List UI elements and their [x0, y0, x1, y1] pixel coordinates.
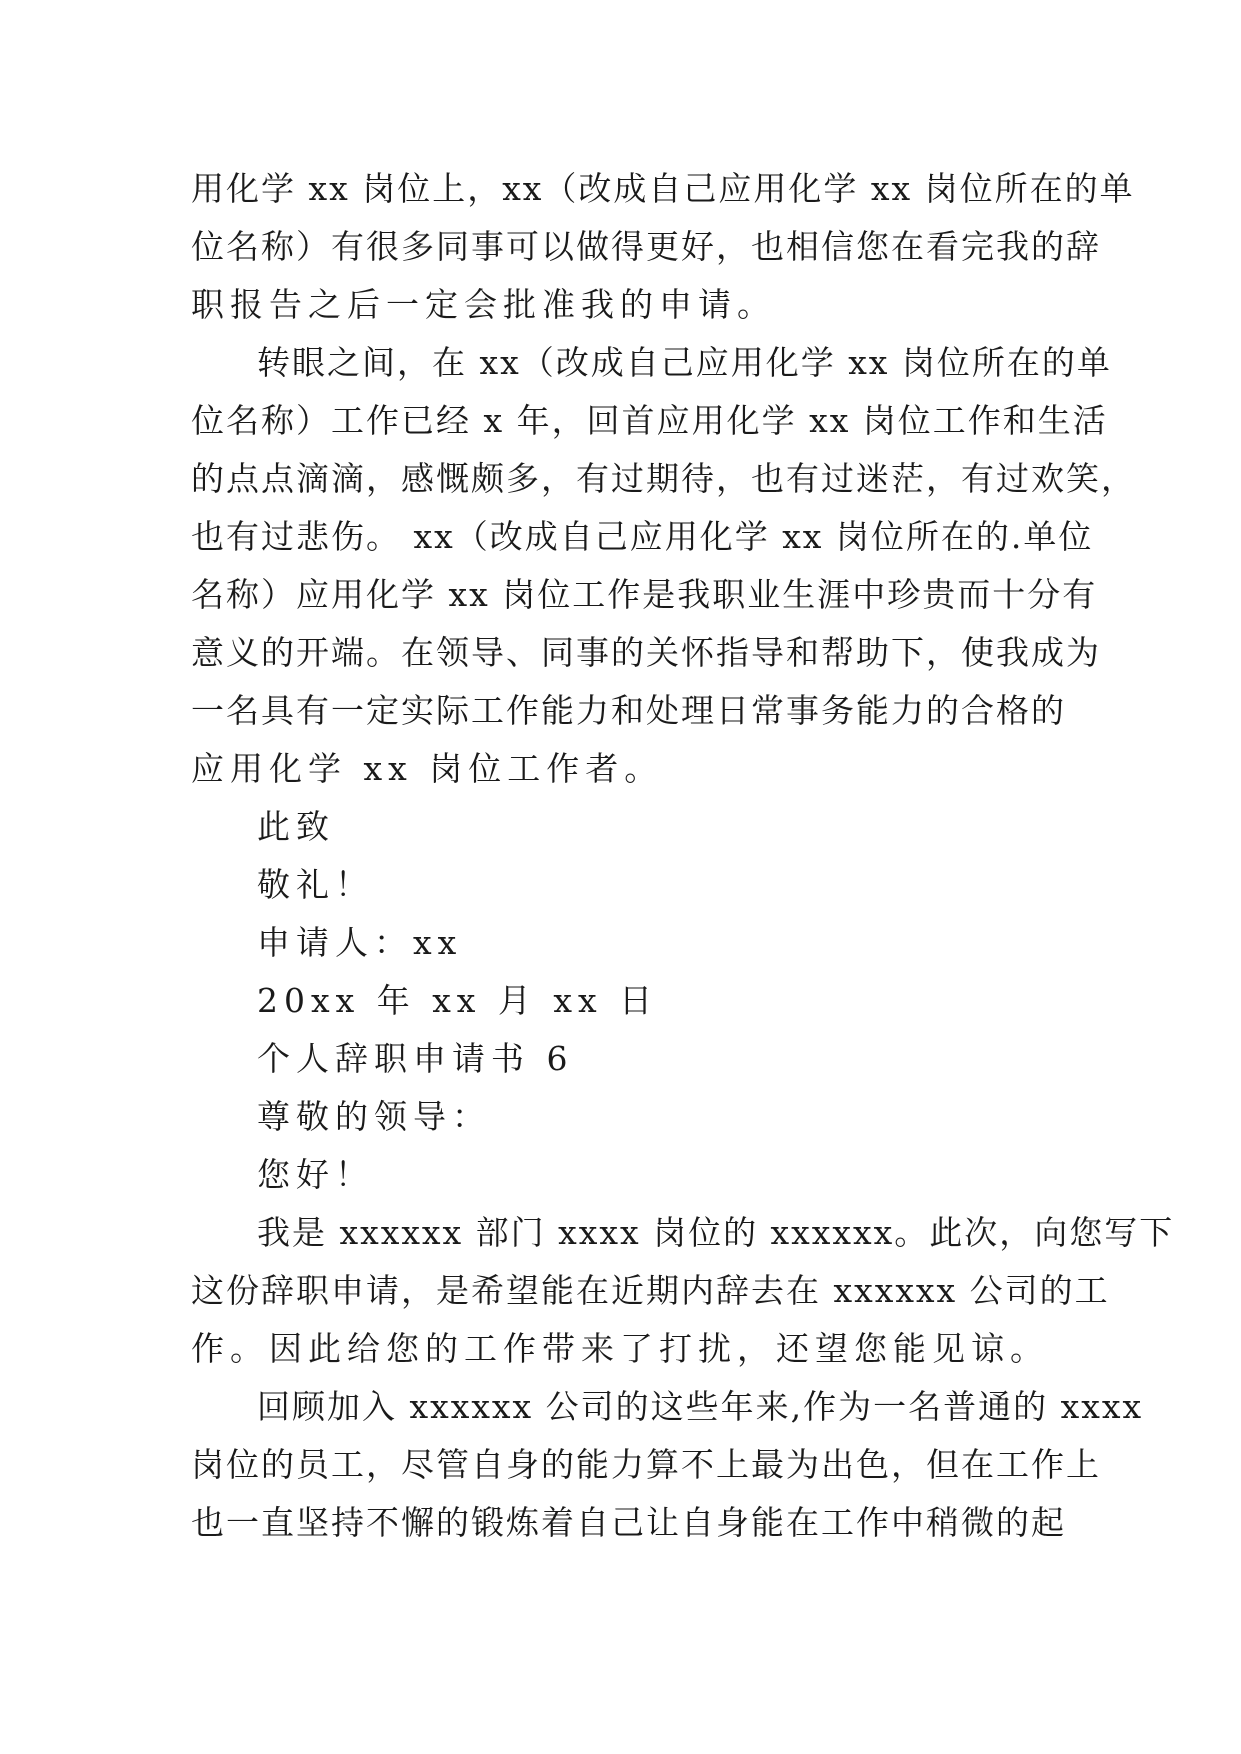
text-line: 名称）应用化学 xx 岗位工作是我职业生涯中珍贵而十分有: [191, 575, 1098, 614]
text-line: 这份辞职申请，是希望能在近期内辞去在 xxxxxx 公司的工: [191, 1271, 1110, 1310]
text-line: 职报告之后一定会批准我的申请。: [191, 285, 776, 324]
closing-line: 敬礼！: [257, 865, 374, 904]
text-line: 位名称）工作已经 x 年，回首应用化学 xx 岗位工作和生活: [191, 401, 1108, 440]
text-line: 也有过悲伤。 xx（改成自己应用化学 xx 岗位所在的.单位: [191, 517, 1094, 556]
text-line: 也一直坚持不懈的锻炼着自己让自身能在工作中稍微的起: [191, 1503, 1066, 1542]
salutation-line: 尊敬的领导：: [257, 1097, 491, 1136]
text-line: 位名称）有很多同事可以做得更好，也相信您在看完我的辞: [191, 227, 1101, 266]
text-line: 一名具有一定实际工作能力和处理日常事务能力的合格的: [191, 691, 1066, 730]
text-line: 我是 xxxxxx 部门 xxxx 岗位的 xxxxxx。此次，向您写下: [257, 1213, 1175, 1252]
applicant-line: 申请人：xx: [257, 923, 463, 962]
text-line: 岗位的员工，尽管自身的能力算不上最为出色，但在工作上: [191, 1445, 1101, 1484]
greeting-line: 您好！: [257, 1155, 374, 1194]
date-line: 20xx 年 xx 月 xx 日: [257, 981, 659, 1020]
text-line: 用化学 xx 岗位上，xx（改成自己应用化学 xx 岗位所在的单: [191, 169, 1135, 208]
text-line: 应用化学 xx 岗位工作者。: [191, 749, 664, 788]
closing-line: 此致: [257, 807, 335, 846]
text-line: 的点点滴滴，感慨颇多，有过期待，也有过迷茫，有过欢笑，: [191, 459, 1136, 498]
document-body: [191, 160, 1175, 1552]
text-line: 意义的开端。在领导、同事的关怀指导和帮助下，使我成为: [191, 633, 1101, 672]
text-line: 转眼之间，在 xx（改成自己应用化学 xx 岗位所在的单: [257, 343, 1112, 382]
text-line: 回顾加入 xxxxxx 公司的这些年来,作为一名普通的 xxxx: [257, 1387, 1144, 1426]
section-title: 个人辞职申请书 6: [257, 1039, 574, 1078]
text-line: 作。因此给您的工作带来了打扰，还望您能见谅。: [191, 1329, 1049, 1368]
